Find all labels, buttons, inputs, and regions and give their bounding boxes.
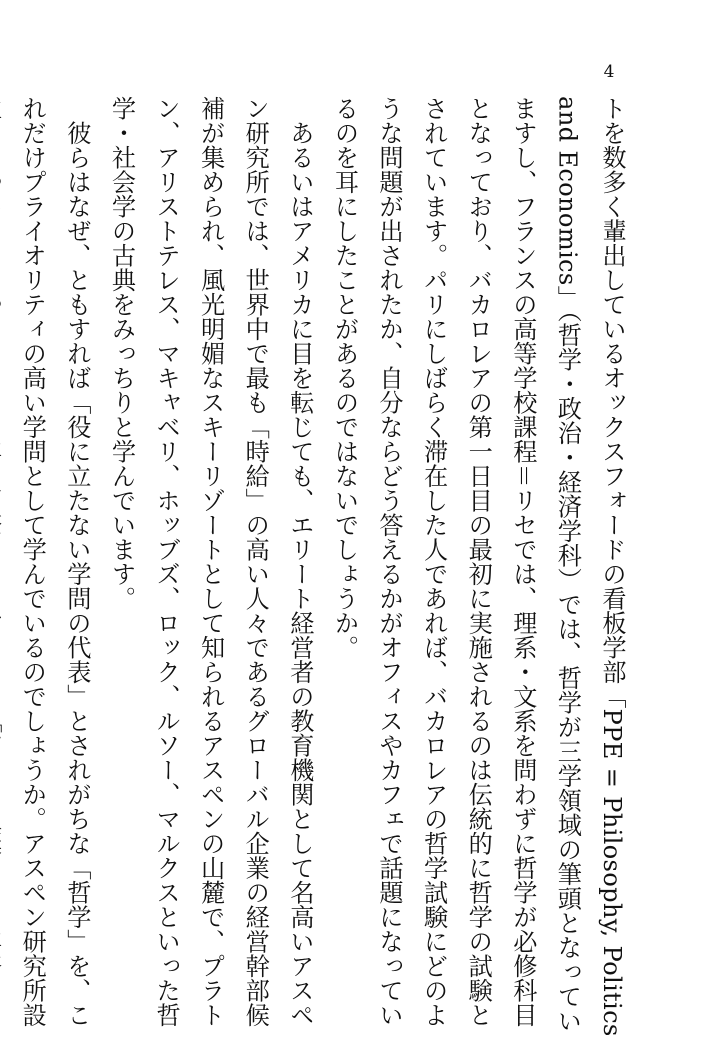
text-line: 学・社会学の古典をみっちりと学んでいます。 [107, 96, 136, 611]
text-line: ン、アリストテレス、マキャベリ、ホッブズ、ロック、ルソー、マルクスといった哲 [152, 96, 181, 1027]
text-line: されています。パリにしばらく滞在した人であれば、バカロレアの哲学試験にどのよ [419, 96, 448, 1027]
text-line: トを数多く輩出しているオックスフォードの看板学部「PPE = Philosophy, Politics [598, 96, 626, 1037]
text-line: ン研究所では、世界中で最も「時給」の高い人々であるグローバル企業の経営幹部候 [241, 96, 270, 1027]
text-line: and Economics」（哲学・政治・経済学科）では、哲学が三学領域の筆頭となってい [553, 96, 582, 1034]
text-line: 補が集められ、風光明媚なスキーリゾートとして知られるアスペンの山麓で、プラト [196, 96, 225, 1027]
text-line: うな問題が出されたか、自分ならどう答えるかがオフィスやカフェで話題になってい [375, 96, 404, 1027]
text-line: れだけプライオリティの高い学問として学んでいるのでしょうか。アスペン研究所設 [18, 96, 47, 1027]
vertical-text-body [0, 96, 634, 1037]
text-line: となっており、バカロレアの第一日目の最初に実施されるのは伝統的に哲学の試験と [464, 96, 493, 1027]
text-line: ますし、フランスの高等学校課程＝リセでは、理系・文系を問わずに哲学が必修科目 [508, 96, 537, 1027]
text-line: るのを耳にしたことがあるのではないでしょうか。 [330, 96, 359, 660]
text-line [0, 96, 10, 936]
page-number: 4 [603, 62, 615, 82]
text-line: 彼らはなぜ、ともすれば「役に立たない学問の代表」とされがちな「哲学」を、こ [62, 96, 91, 1027]
text-line: あるいはアメリカに目を転じても、エリート経営者の教育機関として名高いアスペ [285, 96, 314, 1027]
